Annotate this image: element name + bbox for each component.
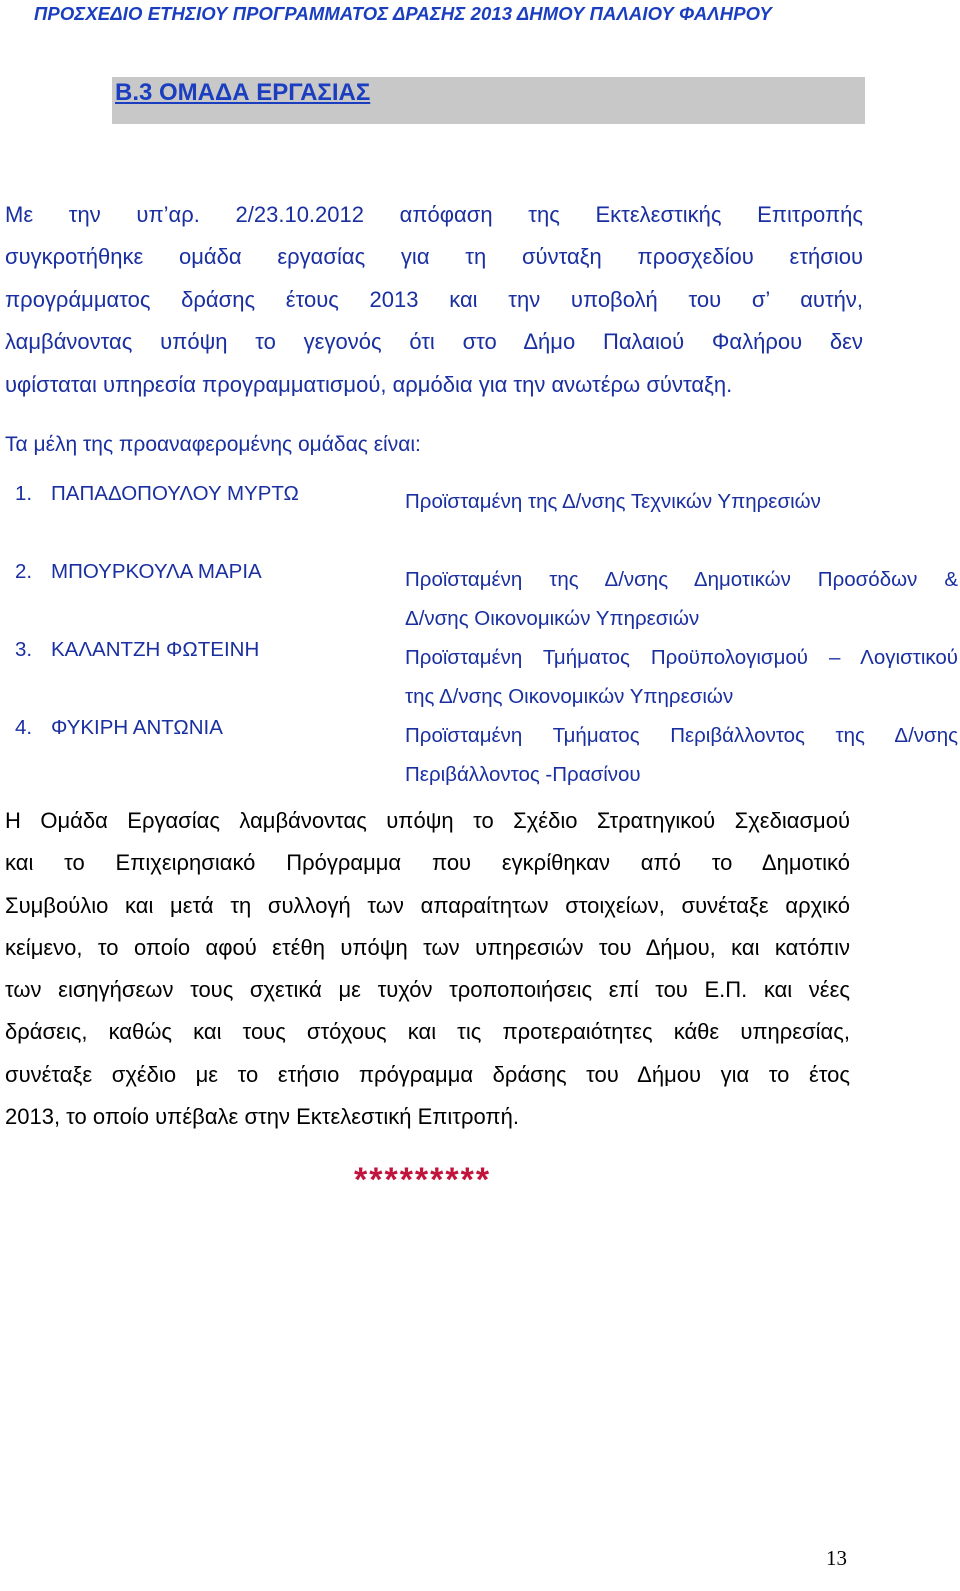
work-group-paragraph-line: κείμενο, το οποίο αφού ετέθη υπόψη των υπηρεσιών του Δήμου, και κατόπιν <box>5 934 850 960</box>
member-role-line: της Δ/νσης Οικονομικών Υπηρεσιών <box>405 685 734 708</box>
member-role-line: Δ/νσης Οικονομικών Υπηρεσιών <box>405 607 700 630</box>
work-group-paragraph-line: Η Ομάδα Εργασίας λαμβάνοντας υπόψη το Σχέδιο Στρατηγικού Σχεδιασμού <box>5 808 850 833</box>
work-group-paragraph-line: συνέταξε σχέδιο με το ετήσιο πρόγραμμα δράσης του Δήμου για το έτος <box>5 1061 850 1087</box>
member-number: 3. <box>15 638 33 661</box>
member-role-line: Περιβάλλοντος -Πρασίνου <box>405 763 641 786</box>
member-name: ΚΑΛΑΝΤΖΗ ΦΩΤΕΙΝΗ <box>51 638 260 661</box>
member-item <box>15 716 958 794</box>
member-role-line: Προϊσταμένη Τμήματος Προϋπολογισμού – Λογιστικού <box>405 646 958 669</box>
member-name: ΜΠΟΥΡΚΟΥΛΑ ΜΑΡΙΑ <box>51 560 262 583</box>
work-group-paragraph-line: και το Επιχειρησιακό Πρόγραμμα που εγκρίθηκαν από το Δημοτικό <box>5 850 850 876</box>
section-separator-stars: ********* <box>354 1161 492 1199</box>
intro-paragraph-line: προγράμματος δράσης έτους 2013 και την υποβολή του σ’ αυτήν, <box>5 286 863 312</box>
member-number: 1. <box>15 482 33 505</box>
page-number: 13 <box>826 1546 847 1570</box>
member-item <box>15 560 958 638</box>
member-role-line: Προϊσταμένη της Δ/νσης Τεχνικών Υπηρεσιών <box>405 490 821 513</box>
intro-paragraph-line: υφίσταται υπηρεσία προγραμματισμού, αρμόδια για την ανωτέρω σύνταξη. <box>5 371 733 397</box>
member-role <box>405 482 958 521</box>
members-list <box>15 482 958 794</box>
member-role-line: Προϊσταμένη της Δ/νσης Δημοτικών Προσόδων & <box>405 568 958 591</box>
members-intro-text: Τα μέλη της προαναφερομένης ομάδας είναι: <box>5 433 421 456</box>
member-number: 4. <box>15 716 33 739</box>
section-heading-bar <box>112 77 865 124</box>
member-item <box>15 638 958 716</box>
member-role <box>405 716 958 794</box>
member-name: ΦΥΚΙΡΗ ΑΝΤΩΝΙΑ <box>51 716 223 739</box>
document-header-title: ΠΡΟΣΧΕΔΙΟ ΕΤΗΣΙΟΥ ΠΡΟΓΡΑΜΜΑΤΟΣ ΔΡΑΣΗΣ 2013 ΔΗΜΟΥ ΠΑΛΑΙΟΥ ΦΑΛΗΡΟΥ <box>34 3 772 24</box>
work-group-paragraph-line: 2013, το οποίο υπέβαλε στην Εκτελεστική Επιτροπή. <box>5 1104 519 1130</box>
member-name: ΠΑΠΑΔΟΠΟΥΛΟΥ ΜΥΡΤΩ <box>51 482 299 505</box>
member-role <box>405 638 958 716</box>
intro-paragraph-line: συγκροτήθηκε ομάδα εργασίας για τη σύνταξη προσχεδίου ετήσιου <box>5 244 863 270</box>
intro-paragraph <box>5 194 863 406</box>
work-group-paragraph-line: δράσεις, καθώς και τους στόχους και τις προτεραιότητες κάθε υπηρεσίας, <box>5 1019 850 1045</box>
work-group-paragraph <box>5 800 850 1138</box>
member-role-line: Προϊσταμένη Τμήματος Περιβάλλοντος της Δ/νσης <box>405 724 958 747</box>
intro-paragraph-line: Με την υπ’αρ. 2/23.10.2012 απόφαση της Εκτελεστικής Επιτροπής <box>5 202 863 227</box>
work-group-paragraph-line: των εισηγήσεων τους σχετικά με τυχόν τροποποιήσεις επί του Ε.Π. και νέες <box>5 977 850 1003</box>
intro-paragraph-line: λαμβάνοντας υπόψη το γεγονός ότι στο Δήμο Παλαιού Φαλήρου δεν <box>5 329 863 355</box>
member-role <box>405 560 958 638</box>
member-item <box>15 482 958 560</box>
member-number: 2. <box>15 560 33 583</box>
work-group-paragraph-line: Συμβούλιο και μετά τη συλλογή των απαραίτητων στοιχείων, συνέταξε αρχικό <box>5 892 850 918</box>
section-title: Β.3 ΟΜΑΔΑ ΕΡΓΑΣΙΑΣ <box>115 79 371 106</box>
